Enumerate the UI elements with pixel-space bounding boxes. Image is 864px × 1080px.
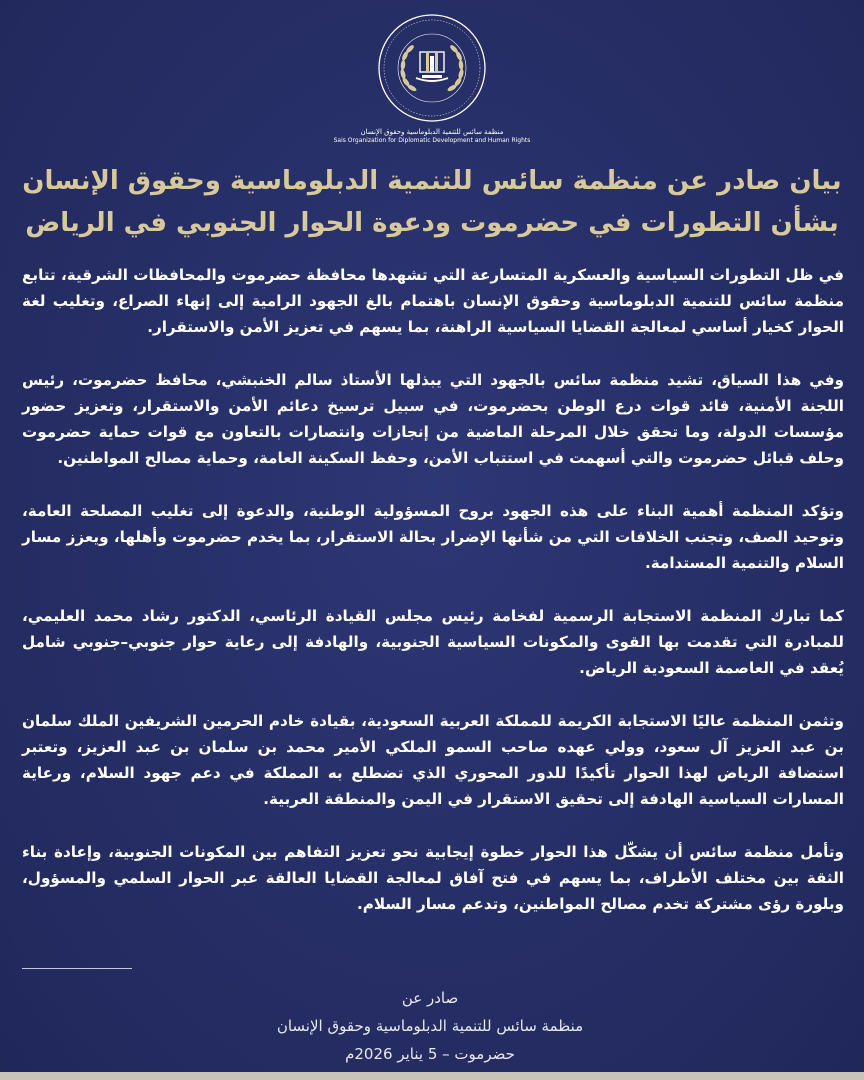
paragraph-3: وتؤكد المنظمة أهمية البناء على هذه الجهود بروح المسؤولية الوطنية، والدعوة إلى تغليب المصلحة العامة، وتوحيد الصف، وتجنب الخلافات التي من شأنها الإضرار بحالة الاستقرار، بما يخدم حضرموت وأهلها، ويعزز مسار السلام والتنمية المستدامة. [22,502,844,572]
statement-body [22,262,844,944]
logo-caption-english: Sais Organization for Diplomatic Development and Human Rights [333,137,531,144]
statement-title-line-2: بشأن التطورات في حضرموت ودعوة الحوار الجنوبي في الرياض [25,208,839,238]
paragraph-6: وتأمل منظمة سائس أن يشكّل هذا الحوار خطوة إيجابية نحو تعزيز التفاهم بين المكونات الجنوبية، وإعادة بناء الثقة بين مختلف الأطراف، بما يسهم في فتح آفاق لمعالجة القضايا العالقة عبر الحوار السلمي والمسؤول، وبلورة رؤى مشتركة تخدم مصالح المواطنين، وتدعم مسار السلام. [22,843,844,913]
signature-divider [22,968,132,969]
statement-title [0,160,864,244]
signature-issued-by: صادر عن [401,989,459,1007]
organization-logo-icon [376,12,488,124]
statement-title-line-1: بيان صادر عن منظمة سائس للتنمية الدبلوماسية وحقوق الإنسان [22,166,842,196]
paragraph-2: وفي هذا السياق، تشيد منظمة سائس بالجهود التي يبذلها الأستاذ سالم الخنبشي، محافظ حضرموت، رئيس اللجنة الأمنية، قائد قوات درع الوطن بحضرموت، في سبيل ترسيخ دعائم الأمن والاستقرار، وتعزيز حضور مؤسسات الدولة، وما تحقق خلال المرحلة الماضية من إنجازات وانتصارات بالتعاون مع قوات حماية حضرموت وحلف قبائل حضرموت والتي أسهمت في استتباب الأمن، وحفظ السكينة العامة، وحماية مصالح المواطنين. [22,371,844,467]
paragraph-4: كما تبارك المنظمة الاستجابة الرسمية لفخامة رئيس مجلس القيادة الرئاسي، الدكتور رشاد محمد العليمي، للمبادرة التي تقدمت بها القوى والمكونات السياسية الجنوبية، والهادفة إلى رعاية حوار جنوبي–جنوبي شامل يُعقد في العاصمة السعودية الرياض. [22,607,844,677]
bottom-band [0,1072,864,1080]
signature-place-date: حضرموت – 5 يناير 2026م [345,1045,515,1063]
signature-block [260,984,600,1068]
paragraph-1: في ظل التطورات السياسية والعسكرية المتسارعة التي تشهدها محافظة حضرموت والمحافظات الشرقية، تتابع منظمة سائس للتنمية الدبلوماسية وحقوق الإنسان باهتمام بالغ الجهود الرامية إلى إنهاء الصراع، وتغليب لغة الحوار كخيار أساسي لمعالجة القضايا السياسية الراهنة، بما يسهم في تعزيز الأمن والاستقرار. [22,266,844,336]
paragraph-5: وتثمن المنظمة عاليًا الاستجابة الكريمة للمملكة العربية السعودية، بقيادة خادم الحرمين الشريفين الملك سلمان بن عبد العزيز آل سعود، وولي عهده صاحب السمو الملكي الأمير محمد بن سلمان بن عبد العزيز، وتعتبر استضافة الرياض لهذا الحوار تأكيدًا للدور المحوري الذي تضطلع به المملكة في دعم جهود السلام، ورعاية المسارات السياسية الهادفة إلى تحقيق الاستقرار في اليمن والمنطقة العربية. [22,712,844,808]
signature-organization: منظمة سائس للتنمية الدبلوماسية وحقوق الإنسان [276,1017,584,1035]
logo-caption-arabic: منظمة سائس للتنمية الدبلوماسية وحقوق الإنسان [360,128,504,136]
organization-logo [0,12,864,145]
